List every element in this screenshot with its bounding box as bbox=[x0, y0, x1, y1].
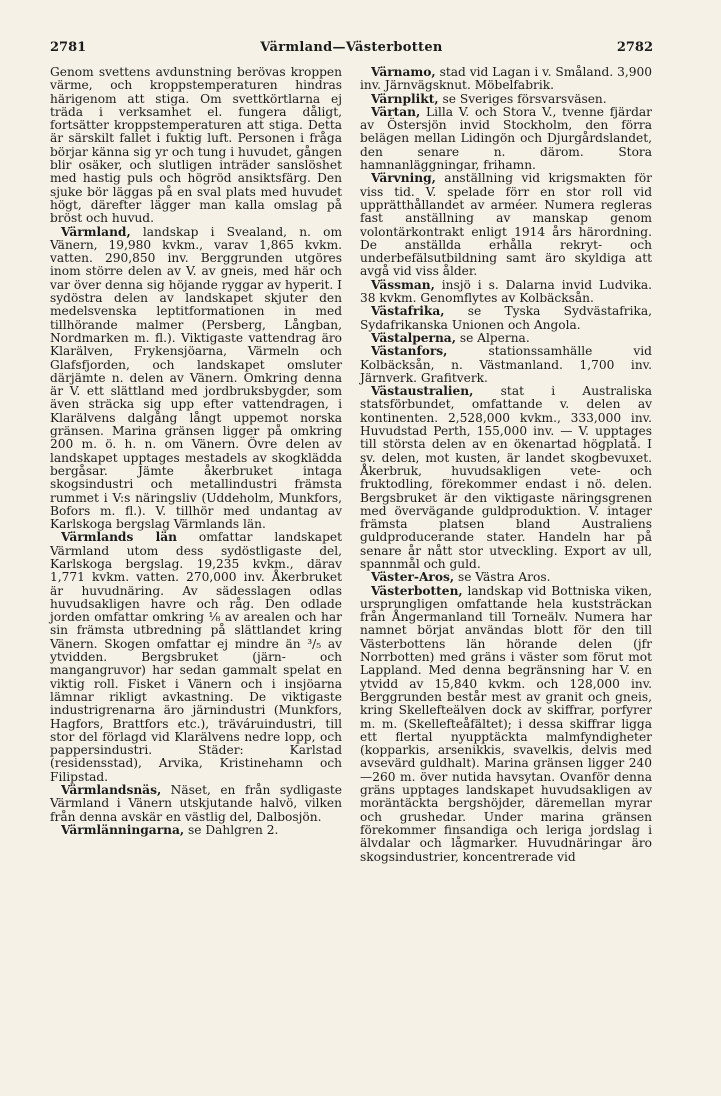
entry-text: anställning vid krigsmakten för viss tid. V. spelade förr en stor roll vid upprätthållandet av arméer. Numera regleras fast anställning av manskap genom volontärkontrakt enligt 1914 års härordning. De anställda erhålla rekryt- och underbefälsutbildning samt äro skyldiga att avgå vid viss ålder. bbox=[360, 171, 652, 279]
entry-headword: Värmland, bbox=[61, 224, 131, 239]
entry-text: insjö i s. Dalarna invid Ludvika. 38 kvkm. Genomflytes av Kolbäcksån. bbox=[360, 277, 652, 306]
entry-text: se Alperna. bbox=[455, 330, 530, 345]
entry-varmland bbox=[50, 226, 342, 532]
continuation-paragraph: Genom svettens avdunstning berövas kroppen värme, och kroppstemperaturen hindras härigenom att stiga. Om svettkörtlarna ej träda i verksamhet el. fungera dåligt, fortsätter kroppstemperaturen att stiga. Detta är särskilt fallet i fuktig luft. Personen i fråga börjar känna sig yr och tung i huvudet, gången blir osäker, och slutligen inträder sanslöshet med hastig puls och högröd ansiktsfärg. Den sjuke bör läggas på en sval plats med huvudet högt, därefter lägger man kalla omslag på bröst och huvud. bbox=[50, 65, 342, 226]
entry-vastafrika bbox=[360, 305, 652, 332]
entry-vaster-aros bbox=[360, 571, 652, 584]
entry-headword: Värmlänningarna, bbox=[61, 822, 185, 837]
entry-vastaustralien bbox=[360, 385, 652, 571]
right-column bbox=[360, 66, 652, 864]
running-title: Värmland—Västerbotten bbox=[260, 40, 443, 55]
entry-vartan bbox=[360, 106, 652, 172]
entry-varnamo bbox=[360, 66, 652, 93]
entry-text: stat i Australiska statsförbundet, omfattande v. delen av kontinenten. 2,528,000 kvkm., 333,000 inv. Huvudstad Perth, 155,000 inv. — V. upptages till största delen av en ökenartad högplatå. I sv. delen, mot kusten, är landet skogbevuxet. Åkerbruk, huvudsakligen vete- och fruktodling, förekommer endast i nö. delen. Bergsbruket är den viktigaste näringsgrenen med övervägande guldproduktion. V. intager främsta platsen bland Australiens guldproducerande stater. Handeln har på senare år nått stor utveckling. Export av ull, spannmål och guld. bbox=[360, 384, 652, 571]
left-column bbox=[50, 66, 342, 837]
entry-text: omfattar landskapet Värmland utom dess sydöstligaste del, Karlskoga bergslag. 19,235 kvkm., därav 1,771 kvkm. vatten. 270,000 inv. Åkerbruket är huvudnäring. Av sädesslagen odlas huvudsakligen havre och råg. Den odlade jorden omfattar omkring ⅛ av arealen och har sin främsta utbredning på slättlandet kring Vänern. Skogen omfattar ej mindre än ³/₅ av ytvidden. Bergsbruket (järn- och mangangruvor) har sedan gammalt spelat en viktig roll. Fisket i Vänern och i insjöarna lämnar rikligt avkastning. De viktigaste industrigrenarna äro järnindustri (Munkfors, Hagfors, Brattfors etc.), träváruindustri, till stor del förlagd vid Klarälvens nedre lopp, och pappersindustri. Städer: Karlstad (residensstad), Arvika, Kristinehamn och Filipstad. bbox=[50, 530, 342, 784]
entry-headword: Västafrika, bbox=[371, 304, 445, 319]
entry-vassman bbox=[360, 279, 652, 306]
entry-headword: Värmlands län bbox=[61, 530, 177, 545]
entry-headword: Västalperna, bbox=[371, 330, 456, 345]
entry-text: se Sveriges försvarsväsen. bbox=[438, 91, 607, 106]
entry-headword: Västanfors, bbox=[371, 344, 448, 359]
entry-text: stationssamhälle vid Kolbäcksån, n. Västmanland. 1,700 inv. Järnverk. Grafitverk. bbox=[360, 344, 652, 385]
entry-text: landskap i Svealand, n. om Vänern, 19,980 kvkm., varav 1,865 kvkm. vatten. 290,850 inv. Berggrunden utgöres inom större delen av V. av gneis, med här och var över denna sig höjande ryggar av hyperit. I sydöstra delen av landskapet skjuter den medelsvenska leptitformationen in med tillhörande malmer (Persberg, Långban, Nordmarken m. fl.). Viktigaste vattendrag äro Klarälven, Frykensjöarna, Värmeln och Glafsfjorden, och landskapet omsluter därjämte n. delen av Vänern. Omkring denna är V. ett slättland med jordbruksbygder, som även sträcka sig upp efter vattendragen, i Klarälvens dalgång långt uppemot norska gränsen. Marina gränsen ligger på omkring 200 m. ö. h. n. om Vänern. Övre delen av landskapet upptages mestadels av skogklädda bergåsar. Jämte åkerbruket intaga skogsindustri och metallindustri främsta rummet i V:s näringsliv (Uddeholm, Munkfors, Bofors m. fl.). V. tillhör med undantag av Karlskoga bergslag Värmlands län. bbox=[50, 224, 342, 532]
entry-text: se Tyska Sydvästafrika, Sydafrikanska Unionen och Angola. bbox=[360, 304, 652, 332]
entry-headword: Värnplikt, bbox=[371, 91, 439, 106]
entry-headword: Värvning, bbox=[371, 171, 436, 186]
page-number-left: 2781 bbox=[50, 40, 87, 55]
entry-headword: Värtan, bbox=[371, 104, 421, 119]
page-number-right: 2782 bbox=[616, 40, 653, 55]
entry-headword: Västerbotten, bbox=[371, 583, 463, 598]
entry-vastalperna bbox=[360, 332, 652, 345]
entry-headword: Västaustralien, bbox=[371, 384, 474, 399]
entry-varnplikt bbox=[360, 93, 652, 106]
entry-text: Näset, en från sydligaste Värmland i Vänern utskjutande halvö, vilken från denna avskär en västlig del, Dalbosjön. bbox=[50, 783, 342, 824]
entry-headword: Vässman, bbox=[371, 277, 435, 292]
entry-text: se Västra Aros. bbox=[454, 570, 551, 585]
entry-headword: Värmlandsnäs, bbox=[61, 783, 162, 798]
entry-headword: Väster-Aros, bbox=[371, 570, 455, 585]
entry-text: landskap vid Bottniska viken, ursprungligen omfattande hela kuststräckan från Ångermanland till Torneälv. Numera har namnet börjat användas blott för den till Västerbottens län hörande delen (jfr Norrbotten) med gräns i väster som förut mot Lappland. Med denna begränsning har V. en ytvidd av 15,840 kvkm. och 128,000 inv. Berggrunden består mest av granit och gneis, kring Skellefteälven dock av skiffrar, porfyrer m. m. (Skellefteåfältet); i dessa skiffrar ligga ett flertal nyupptäckta malmfyndigheter (kopparkis, arsenikkis, svavelkis, delvis med avsevärd guldhalt). Marina gränsen ligger 240—260 m. över nutida havsytan. Ovanför denna gräns upptages landskapet huvudsakligen av moräntäckta bergshöjder, däremellan myrar och grushedar. Under marina gränsen förekommer finsandiga och leriga jordslag i älvdalar och lågmarker. Huvudnäringar äro skogsindustrier, koncentrerade vid bbox=[360, 583, 652, 864]
entry-text: Lilla V. och Stora V., tvenne fjärdar av Östersjön invid Stockholm, den förra belägen mellan Lidingön och Djurgårdslandet, den senare n. därom. Stora hamnanläggningar, frihamn. bbox=[360, 104, 652, 173]
entry-vasterbotten bbox=[360, 585, 652, 864]
entry-headword: Värnamo, bbox=[371, 65, 436, 79]
entry-vastanfors bbox=[360, 345, 652, 385]
entry-varmlands-lan bbox=[50, 531, 342, 784]
entry-varvning bbox=[360, 172, 652, 278]
entry-text: stad vid Lagan i v. Småland. 3,900 inv. Järnvägsknut. Möbelfabrik. bbox=[360, 65, 652, 93]
entry-varmlanningarna bbox=[50, 824, 342, 837]
page-header bbox=[50, 40, 653, 58]
entry-text: se Dahlgren 2. bbox=[184, 822, 279, 837]
entry-varmlandsnas bbox=[50, 784, 342, 824]
